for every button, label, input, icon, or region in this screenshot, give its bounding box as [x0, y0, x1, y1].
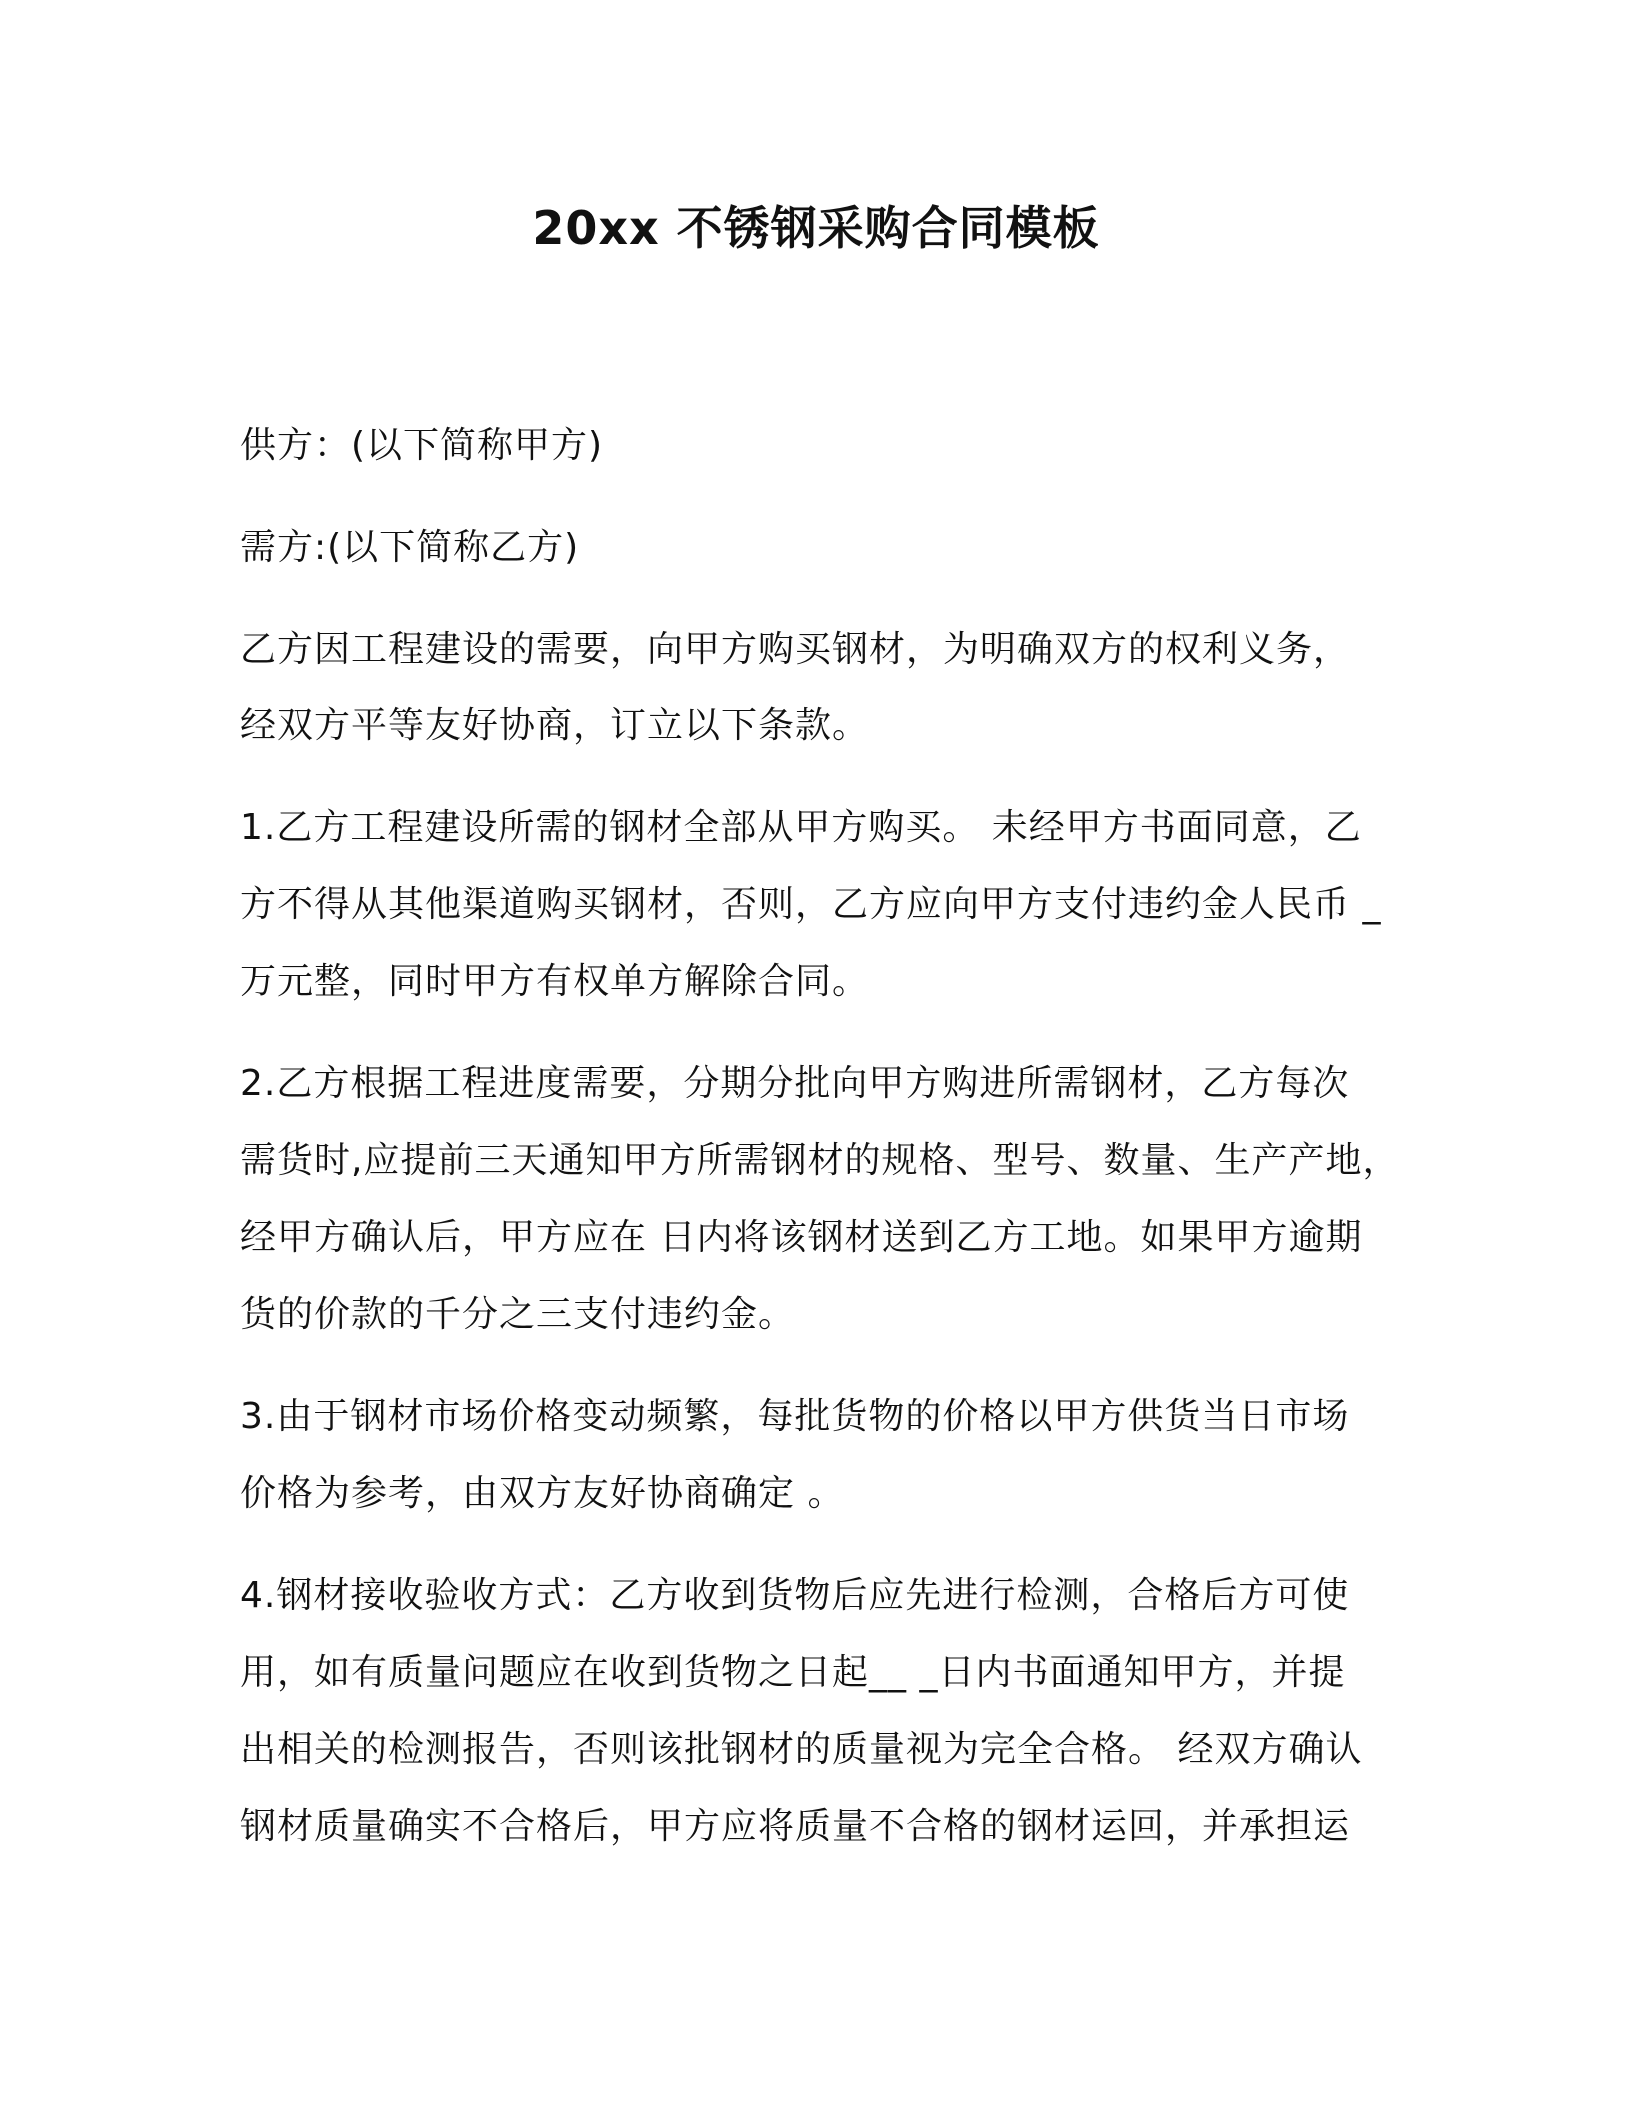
supplier-line: 供方：(以下简称甲方) [240, 425, 604, 466]
clause-line: 万元整，同时甲方有权单方解除合同。 [240, 961, 870, 1002]
clause-line: 需货时,应提前三天通知甲方所需钢材的规格、型号、数量、生产产地， [240, 1140, 1400, 1181]
buyer-line: 需方:(以下简称乙方) [240, 527, 580, 568]
clause-line: 2.乙方根据工程进度需要，分期分批向甲方购进所需钢材，乙方每次 [240, 1063, 1350, 1104]
clause-line: 4.钢材接收验收方式：乙方收到货物后应先进行检测，合格后方可使 [240, 1575, 1350, 1616]
intro-line: 乙方因工程建设的需要，向甲方购买钢材，为明确双方的权利义务， [240, 629, 1351, 670]
clause-line: 价格为参考，由双方友好协商确定 。 [240, 1473, 845, 1514]
document-title: 20xx 不锈钢采购合同模板 [532, 201, 1100, 255]
clause-line: 经甲方确认后，甲方应在 日内将该钢材送到乙方工地。如果甲方逾期 [240, 1217, 1363, 1258]
clause-line: 钢材质量确实不合格后，甲方应将质量不合格的钢材运回，并承担运 [240, 1806, 1351, 1847]
clause-line: 用，如有质量问题应在收到货物之日起__ _日内书面通知甲方，并提 [240, 1652, 1346, 1693]
clause-line: 3.由于钢材市场价格变动频繁，每批货物的价格以甲方供货当日市场 [240, 1396, 1350, 1437]
clause-line: 出相关的检测报告，否则该批钢材的质量视为完全合格。 经双方确认 [240, 1729, 1363, 1770]
clause-line: 货的价款的千分之三支付违约金。 [240, 1294, 796, 1335]
clause-line: 方不得从其他渠道购买钢材，否则，乙方应向甲方支付违约金人民币 _ [240, 884, 1382, 925]
clause-line: 1.乙方工程建设所需的钢材全部从甲方购买。 未经甲方书面同意，乙 [240, 807, 1362, 848]
intro-line: 经双方平等友好协商，订立以下条款。 [240, 705, 870, 746]
